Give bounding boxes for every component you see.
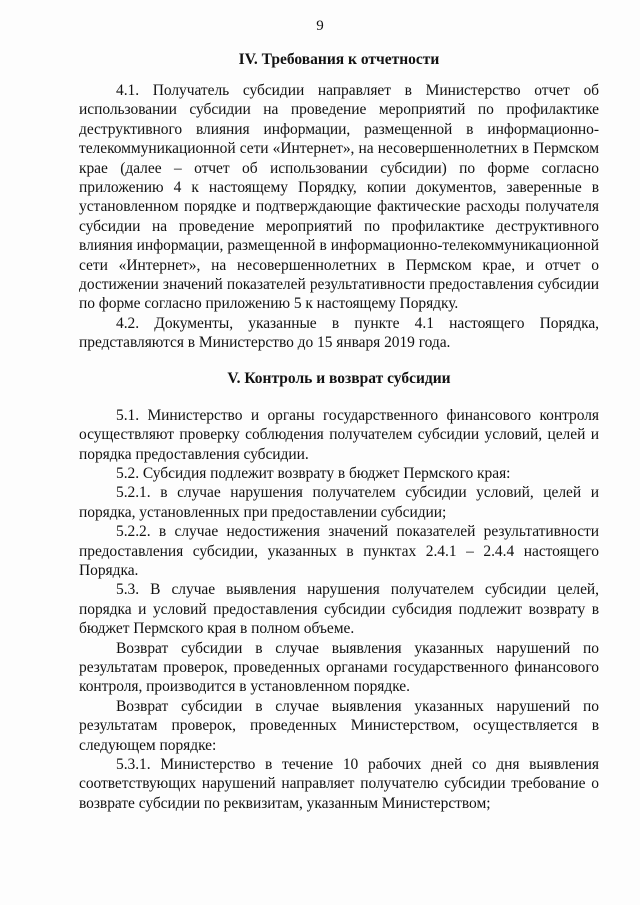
paragraph-return-state-control: Возврат субсидии в случае выявления указанных нарушений по результатам проверок, проведенных органами государственного финансового контроля, производится в установленном порядке. — [79, 639, 599, 696]
paragraph-5-3: 5.3. В случае выявления нарушения получателем субсидии целей, порядка и условий предоставления субсидии субсидия подлежит возврату в бюджет Пермского края в полном объеме. — [79, 581, 599, 638]
paragraph-4-2: 4.2. Документы, указанные в пункте 4.1 настоящего Порядка, представляются в Министерство до 15 января 2019 года. — [79, 314, 599, 352]
document-body — [79, 50, 599, 813]
section-heading-control: V. Контроль и возврат субсидии — [227, 369, 451, 387]
paragraph-5-3-1: 5.3.1. Министерство в течение 10 рабочих дней со дня выявления соответствующих нарушений направляет получателю субсидии требование о возврате субсидии по реквизитам, указанным Министерством; — [79, 756, 599, 812]
section-heading-reporting: IV. Требования к отчетности — [238, 51, 440, 68]
paragraph-5-1: 5.1. Министерство и органы государственного финансового контроля осуществляют проверку соблюдения получателем субсидии условий, целей и порядка предоставления субсидии. — [79, 406, 599, 463]
paragraph-return-ministry: Возврат субсидии в случае выявления указанных нарушений по результатам проверок, проведенных Министерством, осуществляется в следующем порядке: — [79, 697, 599, 754]
paragraph-5-2-2: 5.2.2. в случае недостижения значений показателей результативности предоставления субсидии, указанных в пунктах 2.4.1 – 2.4.4 настоящего Порядка. — [79, 523, 599, 579]
paragraph-5-2: 5.2. Субсидия подлежит возврату в бюджет Пермского края: — [116, 464, 511, 482]
paragraph-5-2-1: 5.2.1. в случае нарушения получателем субсидии условий, целей и порядка, установленных при предоставлении субсидии; — [79, 484, 599, 521]
paragraph-4-1: 4.1. Получатель субсидии направляет в Министерство отчет об использовании субсидии на проведение мероприятий по профилактике деструктивного влияния информации, размещенной в информационно-телекоммуникационной сети «Интернет», на несовершеннолетних в Пермском крае (далее – отчет об использовании субсидии) по форме согласно приложению 4 к настоящему Порядку, копии документов, заверенные в установленном порядке и подтверждающие фактические расходы получателя субсидии на проведение мероприятий по профилактике деструктивного влияния информации, размещенной в информационно-телекоммуникационной сети «Интернет», на несовершеннолетних в Пермском крае, и отчет о достижении значений показателей результативности предоставления субсидии по форме согласно приложению 5 к настоящему Порядку. — [79, 82, 599, 313]
page-number: 9 — [316, 18, 324, 34]
